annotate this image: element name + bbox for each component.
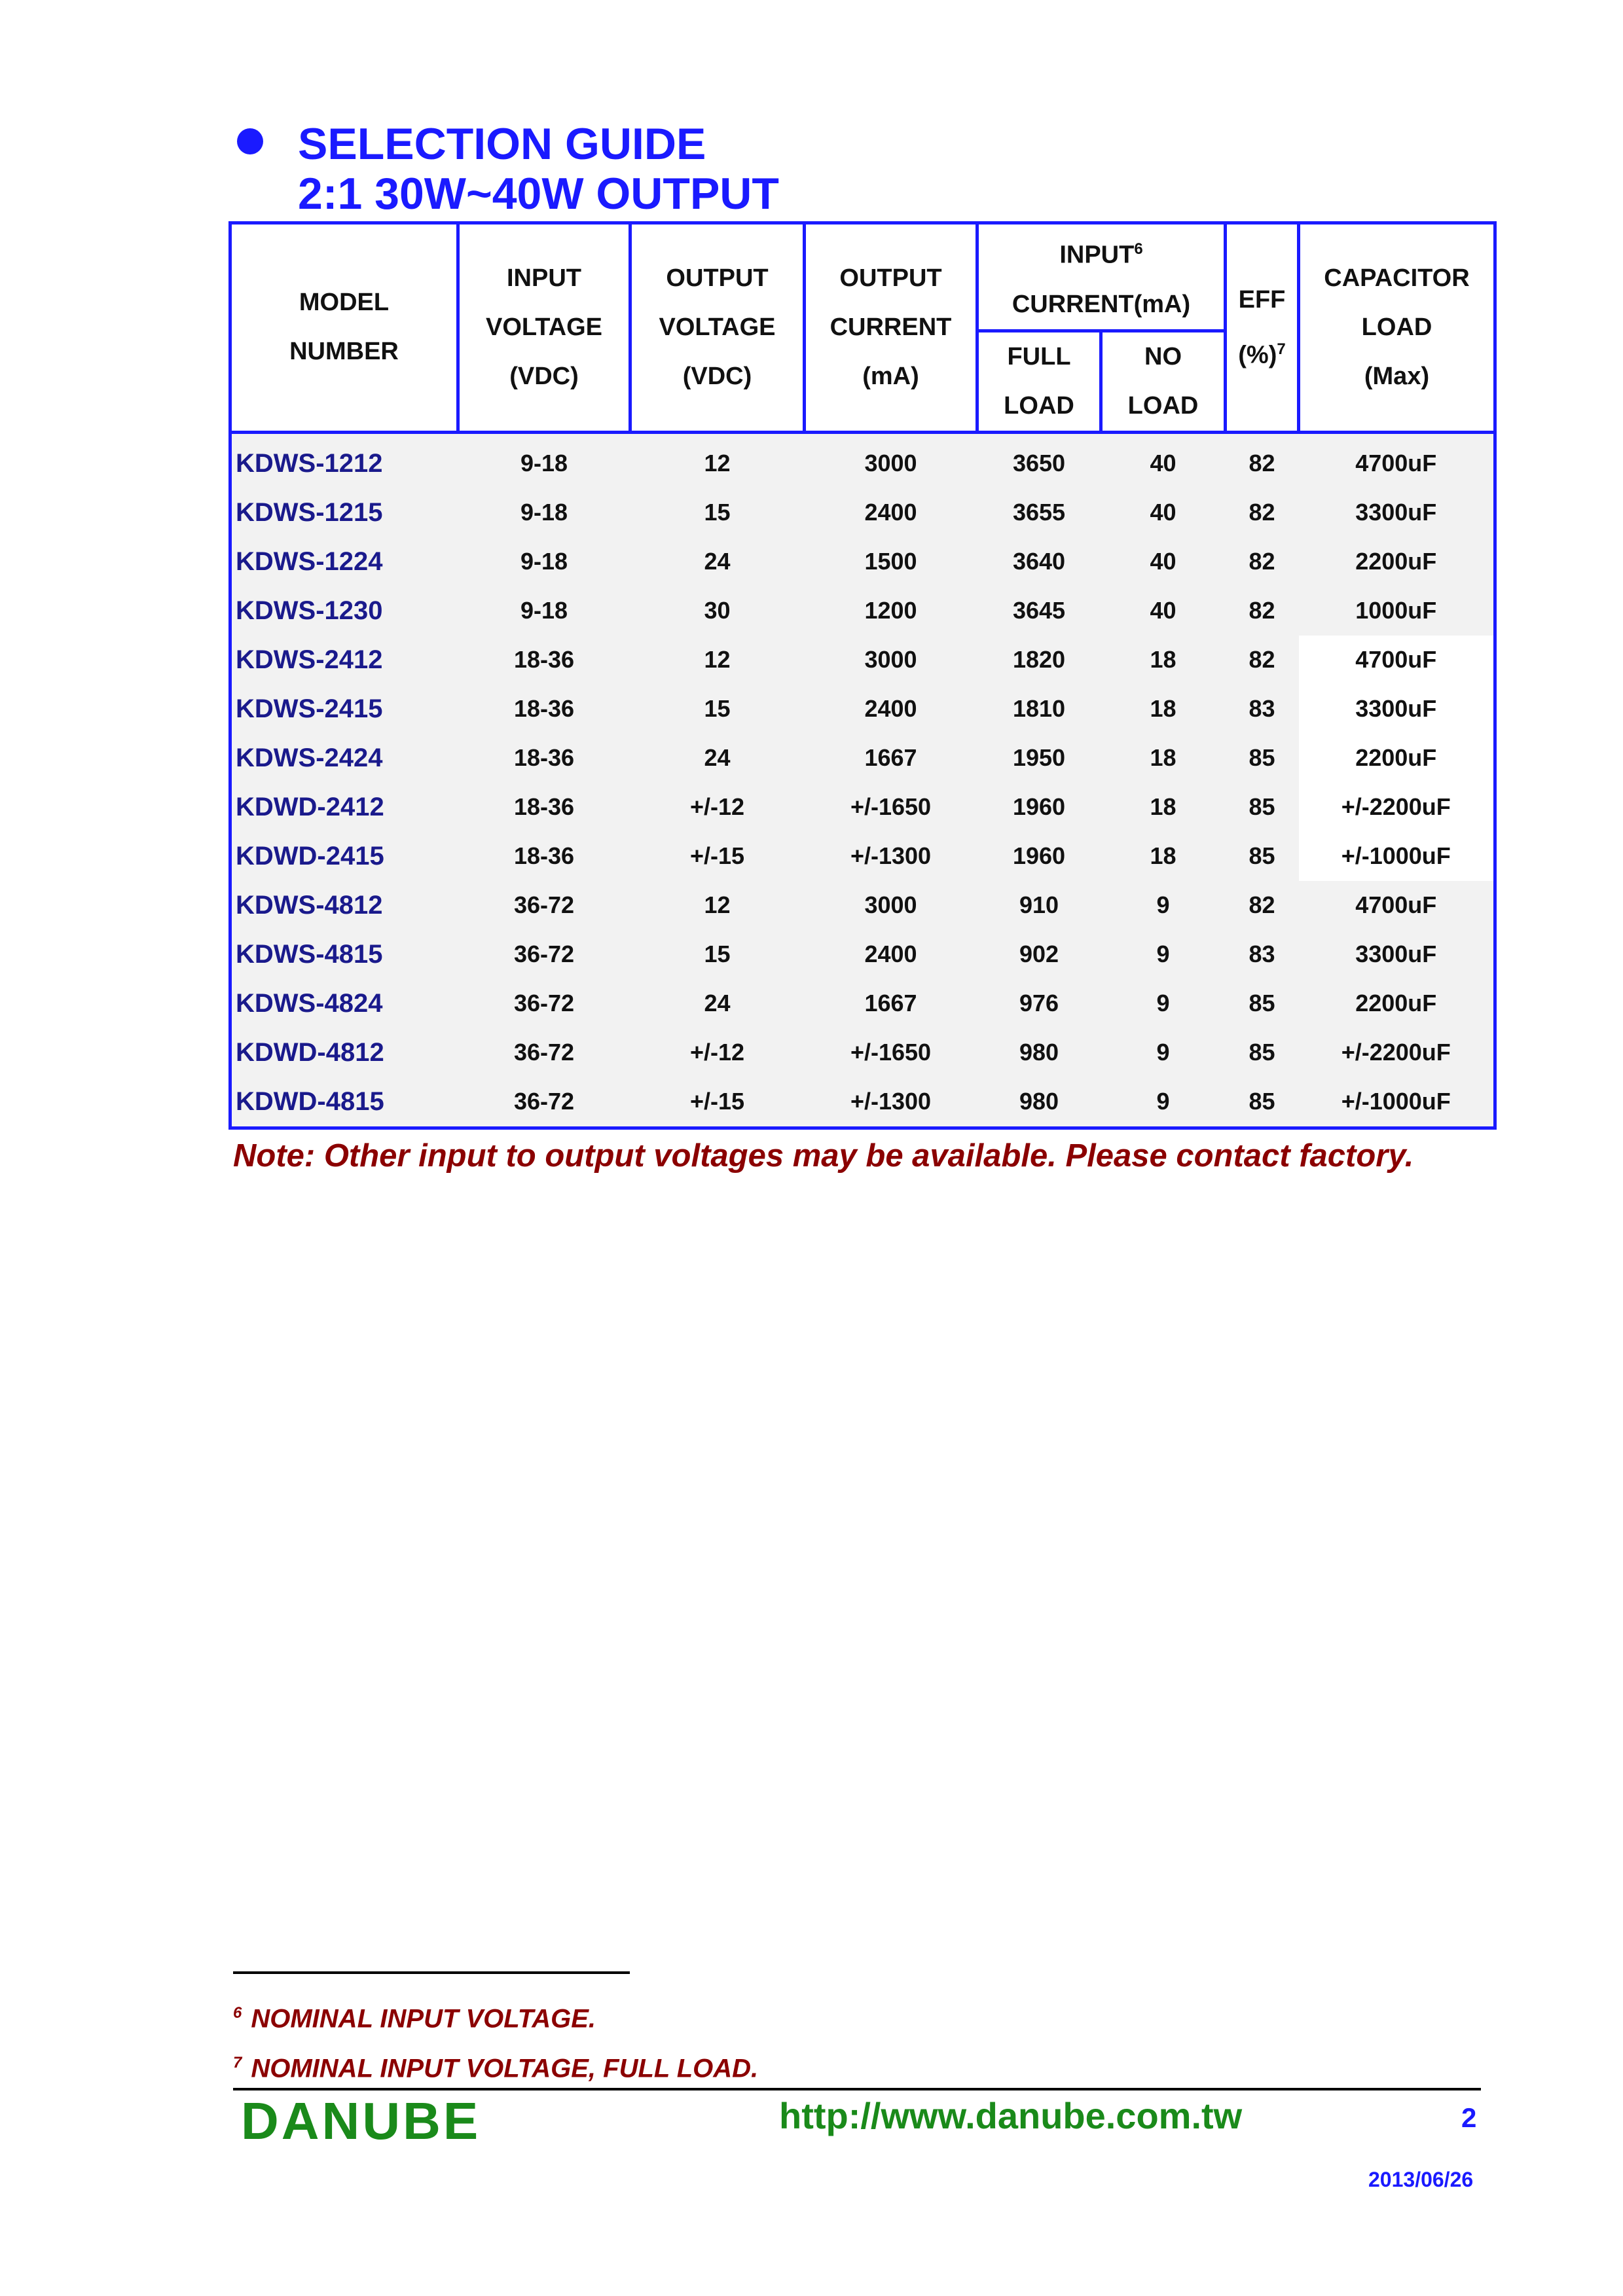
document-date: 2013/06/26 — [1368, 2168, 1474, 2191]
cell-efficiency: 85 — [1226, 979, 1299, 1028]
header-capacitor: CAPACITOR LOAD (Max) — [1299, 223, 1495, 433]
selection-table — [228, 221, 1497, 1130]
website-link[interactable]: http://www.danube.com.tw — [779, 2095, 1243, 2136]
cell-output-current: +/-1300 — [805, 1077, 977, 1128]
header-input-current: INPUT$^6$ CURRENT(mA) — [977, 223, 1226, 331]
cell-input-voltage: 36-72 — [458, 1028, 630, 1077]
cell-efficiency: 83 — [1226, 930, 1299, 979]
cell-no-load-current: 40 — [1101, 432, 1226, 488]
cell-full-load-current: 976 — [977, 979, 1101, 1028]
cell-output-voltage: +/-15 — [630, 1077, 805, 1128]
table-row — [230, 488, 1495, 537]
cell-model: KDWS-1215 — [230, 488, 458, 537]
cell-output-current: 2400 — [805, 930, 977, 979]
cell-output-current: +/-1650 — [805, 1028, 977, 1077]
table-row — [230, 537, 1495, 586]
cell-capacitor-load: 4700uF — [1299, 432, 1495, 488]
cell-no-load-current: 18 — [1101, 734, 1226, 783]
cell-model: KDWS-1212 — [230, 432, 458, 488]
footnote-divider — [233, 1971, 630, 1974]
cell-capacitor-load: 3300uF — [1299, 685, 1495, 734]
cell-output-voltage: +/-15 — [630, 832, 805, 881]
footer-divider — [233, 2088, 1481, 2090]
cell-full-load-current: 910 — [977, 881, 1101, 930]
cell-output-voltage: 15 — [630, 930, 805, 979]
cell-no-load-current: 18 — [1101, 832, 1226, 881]
cell-output-voltage: 12 — [630, 432, 805, 488]
cell-input-voltage: 36-72 — [458, 930, 630, 979]
header-input-voltage: INPUT VOLTAGE (VDC) — [458, 223, 630, 433]
cell-full-load-current: 902 — [977, 930, 1101, 979]
table-row — [230, 432, 1495, 488]
table-row — [230, 1077, 1495, 1128]
cell-capacitor-load: 3300uF — [1299, 488, 1495, 537]
cell-input-voltage: 18-36 — [458, 636, 630, 685]
cell-full-load-current: 1810 — [977, 685, 1101, 734]
cell-output-current: +/-1650 — [805, 783, 977, 832]
bullet-icon — [237, 128, 263, 154]
cell-output-voltage: +/-12 — [630, 783, 805, 832]
cell-output-voltage: 12 — [630, 636, 805, 685]
cell-full-load-current: 980 — [977, 1077, 1101, 1128]
cell-input-voltage: 9-18 — [458, 537, 630, 586]
cell-input-voltage: 9-18 — [458, 432, 630, 488]
table-row — [230, 832, 1495, 881]
cell-full-load-current: 1820 — [977, 636, 1101, 685]
cell-model: KDWS-2415 — [230, 685, 458, 734]
cell-capacitor-load: 4700uF — [1299, 881, 1495, 930]
section-title: SELECTION GUIDE — [298, 119, 706, 169]
table-row — [230, 685, 1495, 734]
cell-model: KDWS-4812 — [230, 881, 458, 930]
cell-no-load-current: 9 — [1101, 881, 1226, 930]
cell-output-voltage: 12 — [630, 881, 805, 930]
cell-output-current: 2400 — [805, 488, 977, 537]
cell-input-voltage: 36-72 — [458, 881, 630, 930]
table-row — [230, 586, 1495, 636]
cell-model: KDWS-1230 — [230, 586, 458, 636]
cell-efficiency: 82 — [1226, 488, 1299, 537]
cell-no-load-current: 18 — [1101, 636, 1226, 685]
cell-input-voltage: 18-36 — [458, 734, 630, 783]
cell-no-load-current: 18 — [1101, 685, 1226, 734]
cell-output-current: 3000 — [805, 881, 977, 930]
cell-efficiency: 82 — [1226, 537, 1299, 586]
cell-no-load-current: 40 — [1101, 537, 1226, 586]
cell-efficiency: 82 — [1226, 586, 1299, 636]
cell-input-voltage: 18-36 — [458, 832, 630, 881]
cell-output-current: 2400 — [805, 685, 977, 734]
cell-input-voltage: 18-36 — [458, 685, 630, 734]
cell-full-load-current: 1950 — [977, 734, 1101, 783]
cell-output-current: 1667 — [805, 979, 977, 1028]
table-row — [230, 1028, 1495, 1077]
cell-full-load-current: 3655 — [977, 488, 1101, 537]
cell-capacitor-load: +/-1000uF — [1299, 832, 1495, 881]
table-row — [230, 979, 1495, 1028]
cell-input-voltage: 36-72 — [458, 979, 630, 1028]
cell-model: KDWS-4824 — [230, 979, 458, 1028]
cell-efficiency: 85 — [1226, 1028, 1299, 1077]
header-no-load: NO LOAD — [1101, 331, 1226, 432]
table-row — [230, 930, 1495, 979]
cell-capacitor-load: 2200uF — [1299, 537, 1495, 586]
cell-no-load-current: 40 — [1101, 586, 1226, 636]
footnote-6: $^6$ NOMINAL INPUT VOLTAGE. — [233, 2004, 596, 2034]
cell-model: KDWD-4815 — [230, 1077, 458, 1128]
cell-output-voltage: 15 — [630, 488, 805, 537]
cell-output-voltage: +/-12 — [630, 1028, 805, 1077]
header-full-load: FULL LOAD — [977, 331, 1101, 432]
cell-output-voltage: 24 — [630, 734, 805, 783]
cell-model: KDWS-2424 — [230, 734, 458, 783]
cell-output-current: 3000 — [805, 432, 977, 488]
header-output-voltage: OUTPUT VOLTAGE (VDC) — [630, 223, 805, 433]
cell-efficiency: 82 — [1226, 881, 1299, 930]
cell-output-current: 3000 — [805, 636, 977, 685]
cell-full-load-current: 3650 — [977, 432, 1101, 488]
cell-full-load-current: 3640 — [977, 537, 1101, 586]
cell-model: KDWD-4812 — [230, 1028, 458, 1077]
cell-output-current: 1667 — [805, 734, 977, 783]
table-row — [230, 636, 1495, 685]
cell-output-voltage: 24 — [630, 537, 805, 586]
cell-output-voltage: 15 — [630, 685, 805, 734]
note-text: Note: Other input to output voltages may be available. Please contact factory. — [233, 1138, 1414, 1174]
cell-input-voltage: 9-18 — [458, 488, 630, 537]
cell-input-voltage: 36-72 — [458, 1077, 630, 1128]
cell-efficiency: 82 — [1226, 636, 1299, 685]
cell-capacitor-load: +/-1000uF — [1299, 1077, 1495, 1128]
header-eff: EFF (%)$^7$ — [1226, 223, 1299, 433]
cell-output-voltage: 30 — [630, 586, 805, 636]
cell-capacitor-load: 1000uF — [1299, 586, 1495, 636]
cell-model: KDWD-2412 — [230, 783, 458, 832]
cell-no-load-current: 9 — [1101, 979, 1226, 1028]
cell-output-current: +/-1300 — [805, 832, 977, 881]
cell-capacitor-load: 2200uF — [1299, 979, 1495, 1028]
cell-no-load-current: 40 — [1101, 488, 1226, 537]
table-row — [230, 881, 1495, 930]
cell-output-current: 1200 — [805, 586, 977, 636]
page-number: 2 — [1461, 2102, 1477, 2133]
cell-efficiency: 82 — [1226, 432, 1299, 488]
cell-output-voltage: 24 — [630, 979, 805, 1028]
cell-input-voltage: 9-18 — [458, 586, 630, 636]
header-output-current: OUTPUT CURRENT (mA) — [805, 223, 977, 433]
cell-full-load-current: 3645 — [977, 586, 1101, 636]
footnote-7: $^7$ NOMINAL INPUT VOLTAGE, FULL LOAD. — [233, 2054, 759, 2083]
cell-capacitor-load: +/-2200uF — [1299, 1028, 1495, 1077]
danube-logo: DANUBE — [241, 2092, 481, 2150]
cell-model: KDWD-2415 — [230, 832, 458, 881]
cell-full-load-current: 1960 — [977, 832, 1101, 881]
cell-no-load-current: 9 — [1101, 1077, 1226, 1128]
header-model: MODEL NUMBER — [230, 223, 458, 433]
cell-capacitor-load: 4700uF — [1299, 636, 1495, 685]
cell-capacitor-load: 2200uF — [1299, 734, 1495, 783]
cell-capacitor-load: +/-2200uF — [1299, 783, 1495, 832]
cell-no-load-current: 9 — [1101, 1028, 1226, 1077]
table-row — [230, 734, 1495, 783]
cell-efficiency: 85 — [1226, 783, 1299, 832]
cell-efficiency: 85 — [1226, 734, 1299, 783]
cell-efficiency: 85 — [1226, 832, 1299, 881]
section-subtitle: 2:1 30W~40W OUTPUT — [298, 169, 779, 219]
cell-full-load-current: 980 — [977, 1028, 1101, 1077]
cell-efficiency: 85 — [1226, 1077, 1299, 1128]
table-row — [230, 783, 1495, 832]
cell-no-load-current: 9 — [1101, 930, 1226, 979]
cell-full-load-current: 1960 — [977, 783, 1101, 832]
cell-model: KDWS-4815 — [230, 930, 458, 979]
cell-capacitor-load: 3300uF — [1299, 930, 1495, 979]
cell-model: KDWS-2412 — [230, 636, 458, 685]
cell-model: KDWS-1224 — [230, 537, 458, 586]
cell-input-voltage: 18-36 — [458, 783, 630, 832]
cell-no-load-current: 18 — [1101, 783, 1226, 832]
cell-output-current: 1500 — [805, 537, 977, 586]
cell-efficiency: 83 — [1226, 685, 1299, 734]
